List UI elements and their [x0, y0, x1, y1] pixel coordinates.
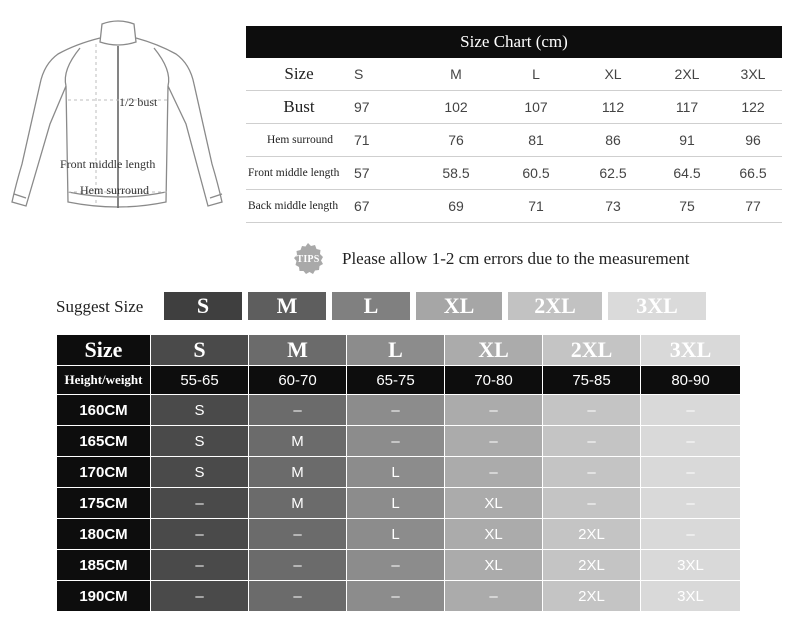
size-chart-cell: 117 [650, 90, 724, 123]
size-chart-row-front-middle-length [246, 156, 782, 189]
size-chart-cell: 71 [496, 189, 576, 222]
grid-cell: – [347, 550, 445, 581]
grid-row [57, 581, 741, 612]
suggest-size-2xl: 2XL [508, 292, 602, 320]
size-chart-cell: 91 [650, 123, 724, 156]
grid-header-row [57, 335, 741, 366]
size-chart-title: Size Chart (cm) [246, 26, 782, 58]
grid-cell: – [445, 426, 543, 457]
jacket-illustration [0, 14, 236, 228]
grid-weight-range: 70-80 [445, 366, 543, 395]
suggest-size-3xl: 3XL [608, 292, 706, 320]
size-chart-table [246, 58, 782, 223]
grid-cell: – [445, 395, 543, 426]
grid-cell: – [347, 426, 445, 457]
suggest-size-label: Suggest Size [56, 297, 144, 316]
grid-cell: 3XL [641, 550, 741, 581]
grid-cell: – [249, 519, 347, 550]
grid-height-weight-label: Height/weight [57, 366, 151, 395]
size-chart-cell: 71 [352, 123, 416, 156]
size-chart-cell: 64.5 [650, 156, 724, 189]
grid-cell: – [347, 395, 445, 426]
grid-header-size: L [347, 335, 445, 366]
grid-cell: – [151, 519, 249, 550]
size-chart-cell: 73 [576, 189, 650, 222]
grid-cell: – [543, 426, 641, 457]
grid-header-size: 3XL [641, 335, 741, 366]
grid-cell: 2XL [543, 550, 641, 581]
size-chart-cell: 60.5 [496, 156, 576, 189]
suggest-size-m: M [248, 292, 326, 320]
size-chart-cell: 107 [496, 90, 576, 123]
grid-cell: – [641, 395, 741, 426]
size-chart-cell: 86 [576, 123, 650, 156]
grid-header-size: 2XL [543, 335, 641, 366]
size-chart-row-back-middle-length [246, 189, 782, 222]
grid-weight-range: 60-70 [249, 366, 347, 395]
grid-body [57, 395, 741, 612]
grid-row-height: 180CM [57, 519, 151, 550]
size-chart-cell: 58.5 [416, 156, 496, 189]
grid-cell: – [151, 550, 249, 581]
grid-cell: – [641, 519, 741, 550]
grid-cell: XL [445, 550, 543, 581]
tips-note [291, 242, 689, 276]
grid-row [57, 550, 741, 581]
grid-row [57, 488, 741, 519]
size-recommendation-grid [56, 334, 740, 612]
grid-cell: S [151, 426, 249, 457]
grid-cell: – [249, 581, 347, 612]
label-front-middle-length: Front middle length [60, 157, 156, 171]
grid-weight-range: 80-90 [641, 366, 741, 395]
grid-header-size: M [249, 335, 347, 366]
tips-text: Please allow 1-2 cm errors due to the measurement [342, 249, 690, 268]
suggest-size-l: L [332, 292, 410, 320]
grid-cell: S [151, 457, 249, 488]
grid-weight-range: 75-85 [543, 366, 641, 395]
size-chart-cell: 102 [416, 90, 496, 123]
size-chart-cell: 66.5 [724, 156, 782, 189]
grid-cell: L [347, 488, 445, 519]
size-chart-header-row [246, 58, 782, 90]
size-chart-cell: 57 [352, 156, 416, 189]
label-half-bust: 1/2 bust [119, 95, 158, 109]
size-chart-size: L [496, 58, 576, 90]
grid-cell: – [641, 457, 741, 488]
size-recommendation-table [56, 334, 741, 612]
size-chart-cell: 81 [496, 123, 576, 156]
grid-row-height: 185CM [57, 550, 151, 581]
size-chart-cell: 67 [352, 189, 416, 222]
grid-cell: XL [445, 519, 543, 550]
suggest-size-s: S [164, 292, 242, 320]
size-chart-cell: 112 [576, 90, 650, 123]
grid-cell: L [347, 519, 445, 550]
tips-badge-icon [291, 242, 325, 276]
grid-row-height: 170CM [57, 457, 151, 488]
grid-cell: S [151, 395, 249, 426]
size-chart-size: 3XL [724, 58, 782, 90]
grid-cell: – [641, 426, 741, 457]
grid-row-height: 165CM [57, 426, 151, 457]
grid-row [57, 457, 741, 488]
grid-cell: M [249, 426, 347, 457]
grid-cell: XL [445, 488, 543, 519]
grid-row [57, 395, 741, 426]
grid-row [57, 426, 741, 457]
grid-cell: – [543, 488, 641, 519]
grid-header-size: XL [445, 335, 543, 366]
size-chart-cell: 75 [650, 189, 724, 222]
size-chart-cell: 122 [724, 90, 782, 123]
size-chart-row-bust [246, 90, 782, 123]
grid-cell: – [641, 488, 741, 519]
grid-cell: 3XL [641, 581, 741, 612]
grid-row [57, 519, 741, 550]
size-chart-size: XL [576, 58, 650, 90]
size-chart-row-hem-surround [246, 123, 782, 156]
grid-cell: – [151, 581, 249, 612]
grid-row-height: 160CM [57, 395, 151, 426]
size-chart [246, 26, 782, 223]
grid-cell: – [543, 395, 641, 426]
grid-cell: – [249, 395, 347, 426]
label-hem-surround: Hem surround [80, 183, 149, 197]
grid-height-weight-row [57, 366, 741, 395]
suggest-size-xl: XL [416, 292, 502, 320]
grid-cell: – [445, 457, 543, 488]
grid-row-height: 190CM [57, 581, 151, 612]
size-chart-row-label: Front middle length [246, 156, 352, 189]
grid-weight-range: 65-75 [347, 366, 445, 395]
grid-cell: – [151, 488, 249, 519]
size-chart-size: S [352, 58, 416, 90]
size-chart-cell: 69 [416, 189, 496, 222]
size-chart-row-label: Bust [246, 90, 352, 123]
suggest-size-row [56, 292, 716, 322]
grid-cell: – [543, 457, 641, 488]
tips-badge-label: TIPS [296, 253, 320, 265]
size-chart-size: M [416, 58, 496, 90]
grid-cell: L [347, 457, 445, 488]
size-chart-cell: 96 [724, 123, 782, 156]
grid-cell: M [249, 457, 347, 488]
size-chart-size: 2XL [650, 58, 724, 90]
size-chart-cell: 77 [724, 189, 782, 222]
grid-cell: – [347, 581, 445, 612]
grid-cell: M [249, 488, 347, 519]
size-chart-cell: 62.5 [576, 156, 650, 189]
grid-weight-range: 55-65 [151, 366, 249, 395]
grid-cell: – [249, 550, 347, 581]
size-chart-header-label: Size [246, 58, 352, 90]
size-chart-row-label: Back middle length [246, 189, 352, 222]
size-chart-cell: 97 [352, 90, 416, 123]
grid-cell: 2XL [543, 581, 641, 612]
grid-cell: – [445, 581, 543, 612]
grid-header-label: Size [57, 335, 151, 366]
grid-cell: 2XL [543, 519, 641, 550]
size-chart-row-label: Hem surround [246, 123, 352, 156]
grid-header-size: S [151, 335, 249, 366]
grid-row-height: 175CM [57, 488, 151, 519]
size-chart-cell: 76 [416, 123, 496, 156]
